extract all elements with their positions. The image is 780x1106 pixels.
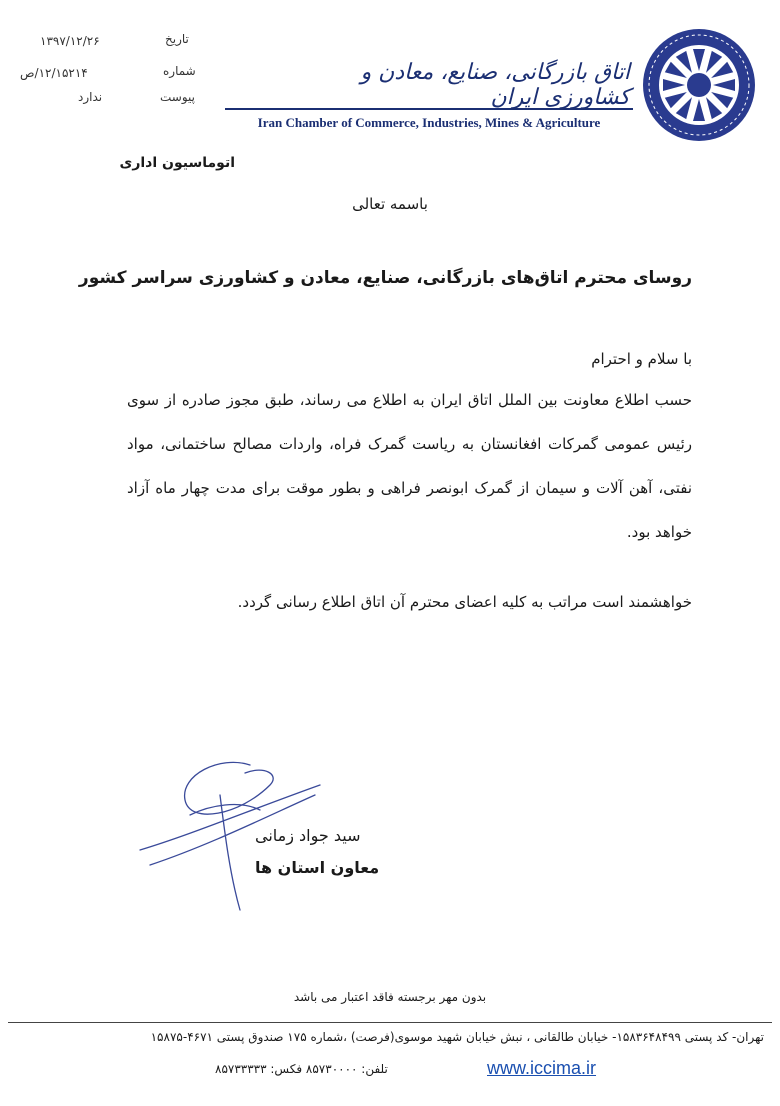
number-label: شماره [163,64,196,78]
footer-phone-fax: تلفن: ۸۵۷۳۰۰۰۰ فکس: ۸۵۷۳۳۳۳۳ [215,1062,388,1076]
chamber-emblem-icon [632,26,767,144]
number-value: ۱۲/۱۵۲۱۴/ص [20,66,88,80]
addressee: روسای محترم اتاق‌های بازرگانی، صنایع، معادن و کشاورزی سراسر کشور [78,268,692,288]
attachment-label: پیوست [160,90,195,104]
signatory-name: سید جواد زمانی [255,826,361,845]
brand-name-persian: اتاق بازرگانی، صنایع، معادن و کشاورزی ایران [360,60,630,110]
date-value: ۱۳۹۷/۱۲/۲۶ [40,34,100,48]
brand-name-english: Iran Chamber of Commerce, Industries, Mines & Agriculture [257,115,601,130]
body-paragraph-2: خواهشمند است مراتب به کلیه اعضای محترم آن اتاق اطلاع رسانی گردد. [237,593,692,611]
signatory-title: معاون استان ها [255,858,380,877]
greeting: با سلام و احترام [591,350,692,368]
body-paragraph-1: حسب اطلاع معاونت بین الملل اتاق ایران به اطلاع می رساند، طبق مجوز صادره از سوی رئیس عمومی گمرکات افغانستان به ریاست گمرک فراه، واردات مصالح ساختمانی، مواد نفتی، آهن آلات و سیمان از گمرک ابونصر فراهی و بطور موقت برای مدت چهار ماه آزاد خواهد بود. [127,391,692,541]
seal-notice: بدون مهر برجسته فاقد اعتبار می باشد [293,990,487,1004]
website-link[interactable]: www.iccima.ir [487,1058,597,1078]
attachment-value: ندارد [78,90,103,104]
brand-divider [225,108,633,110]
invocation: باسمه تعالی [352,195,428,213]
footer-address: تهران- کد پستی ۱۵۸۳۶۴۸۴۹۹- خیابان طالقانی ، نبش خیابان شهید موسوی(فرصت) ،شماره ۱۷۵ صندوق پستی ۴۶۷۱-۱۵۸۷۵ [150,1030,764,1044]
footer-divider [8,1022,772,1023]
date-label: تاریخ [165,32,189,46]
department-label: اتوماسیون اداری [119,155,235,171]
